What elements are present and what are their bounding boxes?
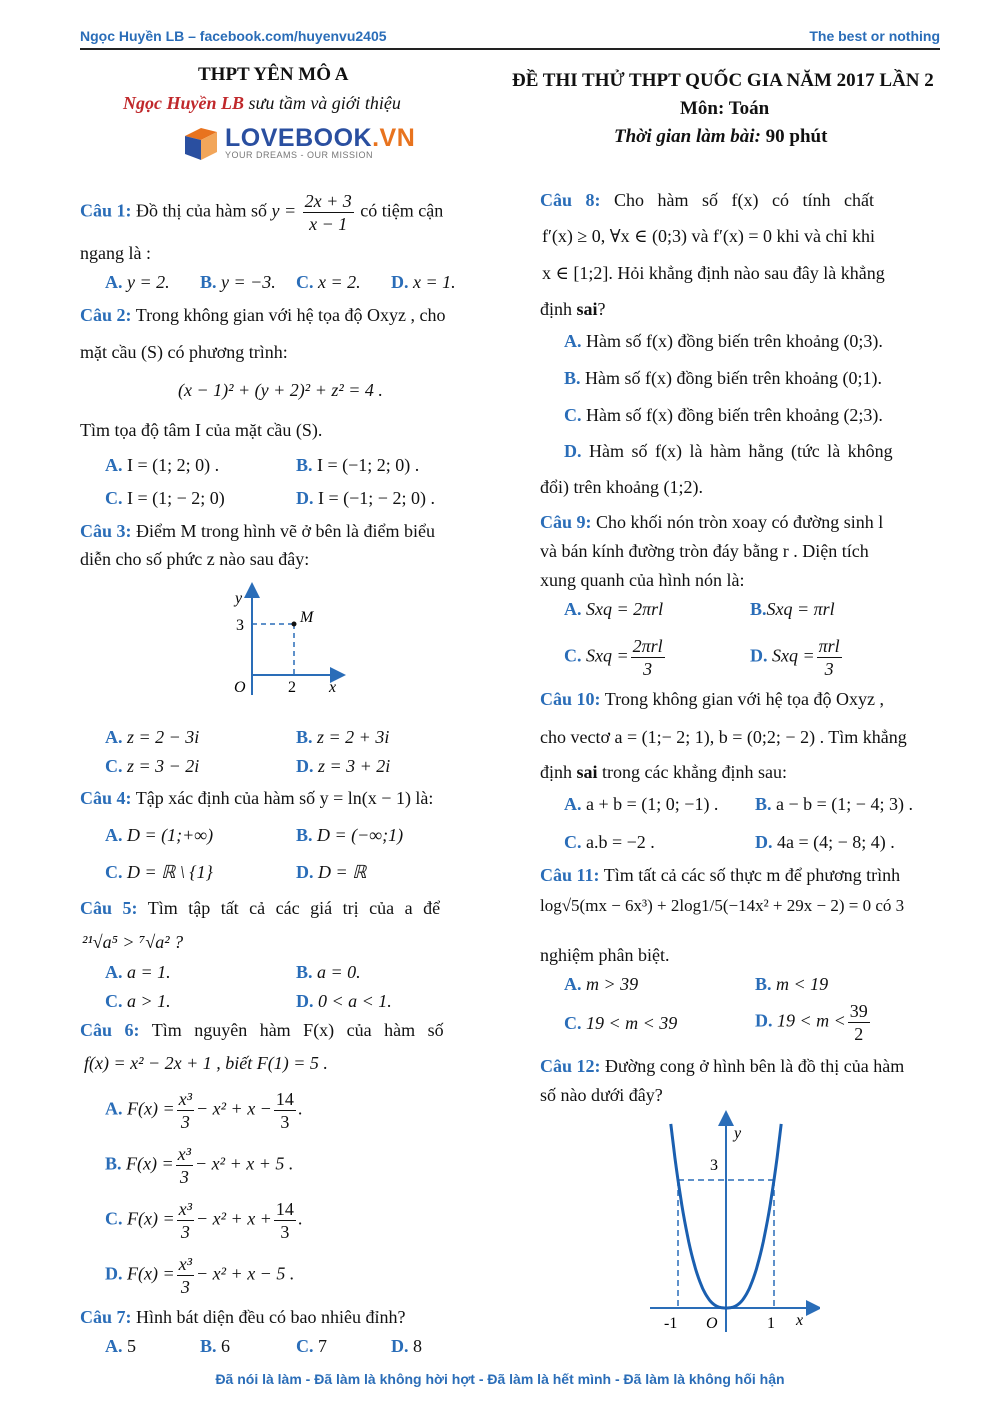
- q12-line2: số nào dưới đây?: [540, 1085, 663, 1105]
- q8-opt-c: [564, 405, 883, 426]
- q2-a-key: A.: [105, 455, 123, 475]
- q9-d-key: D.: [750, 645, 768, 666]
- q9-line1: Cho khối nón tròn xoay có đường sinh l: [596, 512, 884, 532]
- q9-d-pre: Sxq =: [772, 645, 815, 666]
- q4-d-val: D = ℝ: [318, 862, 367, 882]
- q11-d-frac: [848, 1000, 870, 1045]
- q12-label: Câu 12:: [540, 1056, 601, 1076]
- q10-c-key: C.: [564, 832, 582, 852]
- q11-d-den: 2: [854, 1024, 864, 1044]
- q10-a-key: A.: [564, 794, 582, 814]
- q6-c-num2: 14: [275, 1199, 294, 1219]
- q2-line4: Tìm tọa độ tâm I của mặt cầu (S).: [80, 420, 323, 440]
- q11-b-key: B.: [755, 974, 772, 994]
- q9-d-den: 3: [824, 659, 834, 679]
- q6-a-num: x³: [178, 1089, 193, 1109]
- q6-a-num2: 14: [275, 1089, 294, 1109]
- q6-d-den: 3: [180, 1277, 190, 1297]
- q7-label: Câu 7:: [80, 1307, 132, 1327]
- q2-b-key: B.: [296, 455, 313, 475]
- q2-a-val: I = (1; 2; 0) .: [127, 455, 220, 475]
- q3-c-val: z = 3 − 2i: [127, 756, 200, 776]
- q10-c-val: a.b = −2 .: [586, 832, 655, 852]
- q4-b-val: D = (−∞;1): [317, 825, 404, 845]
- q3-c-key: C.: [105, 756, 123, 776]
- q3-label: Câu 3:: [80, 521, 132, 541]
- q3-opt-d: [296, 756, 390, 777]
- q10-opt-b: [755, 794, 913, 815]
- q8-opt-d: [564, 441, 893, 462]
- lovebook-logo: [183, 124, 416, 166]
- q10-b-val: a − b = (1; − 4; 3) .: [776, 794, 913, 814]
- x-label: x: [796, 1312, 804, 1329]
- q6-d-pre: F(x) =: [127, 1263, 175, 1284]
- header-left: Ngọc Huyền LB – facebook.com/huyenvu2405: [80, 28, 387, 44]
- question-11: [540, 865, 900, 886]
- q10-line3: [540, 762, 787, 783]
- question-7: [80, 1307, 405, 1328]
- q1-num: 2x + 3: [304, 191, 352, 211]
- q4-label: Câu 4:: [80, 788, 132, 808]
- q8-b-val: Hàm số f(x) đồng biến trên khoảng (0;1).: [585, 368, 882, 388]
- school-name: THPT YÊN MÔ A: [198, 64, 349, 85]
- y-label: y: [734, 1125, 742, 1142]
- q4-a-key: A.: [105, 825, 123, 845]
- q1-label: Câu 1:: [80, 200, 132, 221]
- q2-opt-a: [105, 455, 219, 476]
- q7-b-val: 6: [221, 1336, 231, 1356]
- q6-a-frac: [177, 1088, 194, 1133]
- q9-line2: và bán kính đường tròn đáy bằng r . Diện tích: [540, 541, 869, 561]
- q8-d-val: Hàm số f(x) là hàm hằng (tức là không: [589, 441, 893, 461]
- q3-a-key: A.: [105, 727, 123, 747]
- q6-b-post: − x² + x + 5 .: [195, 1153, 294, 1174]
- q1-den: x − 1: [309, 214, 348, 234]
- question-5: [80, 898, 440, 919]
- q5-a-val: a = 1.: [127, 962, 171, 982]
- q11-a-val: m > 39: [586, 974, 639, 994]
- q10-d-val: 4a = (4; − 8; 4) .: [777, 832, 895, 852]
- q4-d-key: D.: [296, 862, 314, 882]
- q3-opt-b: [296, 727, 389, 748]
- question-10: [540, 689, 884, 710]
- q6-a-key: A.: [105, 1098, 123, 1119]
- q10-sai: sai: [576, 762, 598, 782]
- q10-l3a: định: [540, 762, 573, 782]
- q1-a-key: A.: [105, 272, 123, 292]
- q10-b-key: B.: [755, 794, 772, 814]
- q6-b-key: B.: [105, 1153, 122, 1174]
- q11-d-num: 39: [849, 1001, 868, 1021]
- q5-opt-b: [296, 962, 361, 983]
- q9-c-num: 2πrl: [632, 636, 663, 656]
- q1-fraction: [303, 190, 354, 235]
- q3-b-val: z = 2 + 3i: [317, 727, 390, 747]
- q10-line1: Trong không gian với hệ tọa độ Oxyz ,: [604, 689, 885, 709]
- origin-label: O: [234, 679, 246, 696]
- q4-opt-b: [296, 825, 403, 846]
- q9-b-key: B.: [750, 599, 767, 619]
- question-2: [80, 305, 446, 326]
- q6-a-den: 3: [180, 1112, 190, 1132]
- q9-opt-d: [750, 635, 844, 680]
- q6-b-num: x³: [177, 1144, 192, 1164]
- q2-equation: (x − 1)² + (y + 2)² + z² = 4 .: [178, 380, 383, 400]
- q11-opt-d: [755, 1000, 872, 1045]
- q6-opt-b: [105, 1143, 293, 1188]
- q8-opt-a: [564, 331, 883, 352]
- q8-b-key: B.: [564, 368, 581, 388]
- q11-opt-a: [564, 974, 638, 995]
- q11-line2: log√5(mx − 6x³) + 2log1/5(−14x² + 29x − 2) = 0 có 3: [540, 896, 905, 915]
- presenter: [123, 93, 401, 114]
- q6-line2: f(x) = x² − 2x + 1 , biết F(1) = 5 .: [84, 1053, 328, 1073]
- q6-c-post: − x² + x +: [196, 1208, 272, 1229]
- q2-opt-c: [105, 488, 225, 509]
- question-8: [540, 190, 874, 211]
- q8-line3: x ∈ [1;2]. Hỏi khẳng định nào sau đây là khẳng: [542, 263, 885, 283]
- page-header: [80, 28, 940, 48]
- q1-opt-d: [391, 272, 456, 293]
- tick-minus-1: -1: [664, 1315, 678, 1332]
- q4-c-val: D = ℝ \ {1}: [127, 862, 213, 882]
- y-label: y: [235, 590, 243, 607]
- q7-c-key: C.: [296, 1336, 314, 1356]
- q8-line4: [540, 299, 606, 320]
- q5-b-key: B.: [296, 962, 313, 982]
- q8-sai: sai: [576, 299, 598, 319]
- q2-c-key: C.: [105, 488, 123, 508]
- q7-opt-c: [296, 1336, 327, 1357]
- q1-c-val: x = 2.: [318, 272, 361, 292]
- tick-1: 1: [767, 1315, 775, 1332]
- q2-label: Câu 2:: [80, 305, 132, 325]
- q6-text: Tìm nguyên hàm F(x) của hàm số: [151, 1020, 444, 1040]
- q6-label: Câu 6:: [80, 1020, 140, 1040]
- question-12: [540, 1056, 904, 1077]
- q6-c-key: C.: [105, 1208, 123, 1229]
- q12-graph: [650, 1110, 820, 1335]
- q1-opt-b: [200, 272, 276, 293]
- q6-b-frac: [176, 1143, 193, 1188]
- q9-a-key: A.: [564, 599, 582, 619]
- q7-text: Hình bát diện đều có bao nhiêu đỉnh?: [136, 1307, 406, 1327]
- q8-d-key: D.: [564, 441, 582, 461]
- q1-a-val: y = 2.: [127, 272, 170, 292]
- q6-c-pre: F(x) =: [127, 1208, 175, 1229]
- q1-b-val: y = −3.: [221, 272, 276, 292]
- q8-line1: Cho hàm số f(x) có tính chất: [614, 190, 874, 210]
- q4-c-key: C.: [105, 862, 123, 882]
- q8-c-val: Hàm số f(x) đồng biến trên khoảng (2;3).: [586, 405, 883, 425]
- q6-d-frac: [177, 1253, 194, 1298]
- q9-opt-c: [564, 635, 667, 680]
- q2-d-val: I = (−1; − 2; 0) .: [318, 488, 435, 508]
- book-icon: [183, 126, 219, 162]
- q9-c-key: C.: [564, 645, 582, 666]
- q10-d-key: D.: [755, 832, 773, 852]
- q7-d-val: 8: [413, 1336, 422, 1356]
- q3-d-key: D.: [296, 756, 314, 776]
- q6-a-pre: F(x) =: [127, 1098, 175, 1119]
- q1-d-val: x = 1.: [413, 272, 456, 292]
- q1-d-key: D.: [391, 272, 409, 292]
- q8-a-key: A.: [564, 331, 582, 351]
- q11-b-val: m < 19: [776, 974, 829, 994]
- q7-d-key: D.: [391, 1336, 409, 1356]
- q5-expr: ²¹√a⁵ > ⁷√a² ?: [82, 932, 184, 952]
- q2-b-val: I = (−1; 2; 0) .: [317, 455, 420, 475]
- q1-cont: ngang là :: [80, 243, 151, 263]
- q8-c-key: C.: [564, 405, 582, 425]
- q6-c-num: x³: [178, 1199, 193, 1219]
- q7-a-key: A.: [105, 1336, 123, 1356]
- q9-a-val: Sxq = 2πrl: [586, 599, 664, 619]
- q9-d-frac: [817, 635, 842, 680]
- q11-opt-b: [755, 974, 828, 995]
- origin-label: O: [706, 1315, 718, 1332]
- q1-tail: có tiệm cận: [360, 200, 444, 221]
- q2-c-val: I = (1; − 2; 0): [127, 488, 225, 508]
- q1-fn: y =: [271, 200, 297, 221]
- q2-line2: mặt cầu (S) có phương trình:: [80, 342, 288, 362]
- q9-c-frac: [631, 635, 665, 680]
- q6-opt-a: [105, 1088, 302, 1133]
- q10-line2: cho vectơ a = (1;− 2; 1), b = (0;2; − 2) . Tìm khẳng: [540, 727, 907, 747]
- m-label: M: [300, 609, 314, 626]
- q10-a-val: a + b = (1; 0; −1) .: [586, 794, 719, 814]
- q5-a-key: A.: [105, 962, 123, 982]
- q11-d-pre: 19 < m <: [777, 1010, 846, 1031]
- q5-b-val: a = 0.: [317, 962, 361, 982]
- q2-opt-d: [296, 488, 435, 509]
- q6-c-den2: 3: [280, 1222, 290, 1242]
- q5-text: Tìm tập tất cả các giá trị của a để: [147, 898, 441, 918]
- q5-label: Câu 5:: [80, 898, 138, 918]
- q6-b-pre: F(x) =: [126, 1153, 174, 1174]
- q8-l4a: định: [540, 299, 573, 319]
- q2-d-key: D.: [296, 488, 314, 508]
- q4-opt-c: [105, 862, 213, 883]
- q11-label: Câu 11:: [540, 865, 600, 885]
- q6-d-num: x³: [178, 1254, 193, 1274]
- question-3: [80, 521, 435, 542]
- question-1: [80, 190, 443, 235]
- q3-text: Điểm M trong hình vẽ ở bên là điểm biểu: [136, 521, 435, 541]
- q6-a-end: .: [297, 1098, 303, 1119]
- q8-a-val: Hàm số f(x) đồng biến trên khoảng (0;3).: [586, 331, 883, 351]
- q4-opt-a: [105, 825, 213, 846]
- q1-text: Đồ thị của hàm số: [136, 200, 267, 221]
- tick-3: 3: [710, 1157, 718, 1174]
- logo-suffix: .VN: [372, 124, 416, 152]
- q9-c-pre: Sxq =: [586, 645, 629, 666]
- q1-opt-a: [105, 272, 170, 293]
- point-m: [292, 622, 297, 627]
- q5-opt-a: [105, 962, 171, 983]
- q9-c-den: 3: [643, 659, 653, 679]
- q4-a-val: D = (1;+∞): [127, 825, 214, 845]
- exam-time: [614, 126, 827, 148]
- q11-c-key: C.: [564, 1013, 582, 1033]
- q11-line1: Tìm tất cả các số thực m để phương trình: [603, 865, 901, 885]
- presenter-text: sưu tầm và giới thiệu: [248, 93, 401, 113]
- q7-a-val: 5: [127, 1336, 136, 1356]
- q9-label: Câu 9:: [540, 512, 592, 532]
- q7-opt-d: [391, 1336, 422, 1357]
- q11-a-key: A.: [564, 974, 582, 994]
- q10-l3c: trong các khẳng định sau:: [602, 762, 787, 782]
- q5-d-key: D.: [296, 991, 314, 1011]
- q6-c-end: .: [297, 1208, 303, 1229]
- q1-b-key: B.: [200, 272, 217, 292]
- logo-name: LOVEBOOK: [225, 124, 373, 152]
- q12-line1: Đường cong ở hình bên là đồ thị của hàm: [605, 1056, 905, 1076]
- q5-c-key: C.: [105, 991, 123, 1011]
- x-label: x: [329, 679, 337, 696]
- q7-opt-b: [200, 1336, 230, 1357]
- question-4: [80, 788, 433, 809]
- time-value: 90 phút: [765, 126, 828, 147]
- q9-opt-a: [564, 599, 663, 620]
- q5-opt-c: [105, 991, 171, 1012]
- q11-opt-c: [564, 1013, 677, 1034]
- q8-l4c: ?: [597, 299, 606, 319]
- q6-b-den: 3: [179, 1167, 189, 1187]
- page-footer: Đã nói là làm - Đã làm là không hời hợt - Đã làm là hết mình - Đã làm là không hối hận: [215, 1371, 785, 1387]
- time-label: Thời gian làm bài:: [614, 126, 761, 147]
- q4-text: Tập xác định của hàm số y = ln(x − 1) là:: [135, 788, 434, 808]
- q7-opt-a: [105, 1336, 136, 1357]
- q7-b-key: B.: [200, 1336, 217, 1356]
- q9-d-num: πrl: [818, 636, 840, 656]
- header-divider: [80, 48, 940, 50]
- exam-subject: Môn: Toán: [680, 98, 770, 119]
- header-right: The best or nothing: [809, 28, 940, 44]
- q11-c-val: 19 < m < 39: [586, 1013, 678, 1033]
- q7-c-val: 7: [318, 1336, 327, 1356]
- q8-line2: f′(x) ≥ 0, ∀x ∈ (0;3) và f′(x) = 0 khi và chỉ khi: [542, 226, 876, 246]
- tick-2: 2: [288, 679, 296, 696]
- q3-opt-a: [105, 727, 199, 748]
- q10-opt-c: [564, 832, 655, 853]
- q4-opt-d: [296, 862, 366, 883]
- q6-c-frac2: [274, 1198, 296, 1243]
- q6-opt-c: [105, 1198, 302, 1243]
- q3-opt-c: [105, 756, 199, 777]
- q10-label: Câu 10:: [540, 689, 601, 709]
- exam-title: ĐỀ THI THỬ THPT QUỐC GIA NĂM 2017 LẦN 2: [512, 70, 934, 91]
- q11-line3: nghiệm phân biệt.: [540, 945, 670, 965]
- presenter-name: Ngọc Huyền LB: [123, 93, 244, 113]
- q8-opt-b: [564, 368, 882, 389]
- q9-b-val: Sxq = πrl: [766, 599, 835, 619]
- q6-opt-d: [105, 1253, 294, 1298]
- q3-graph: [220, 580, 360, 700]
- q6-a-den2: 3: [280, 1112, 290, 1132]
- q2-opt-b: [296, 455, 419, 476]
- q3-b-key: B.: [296, 727, 313, 747]
- q4-b-key: B.: [296, 825, 313, 845]
- q3-a-val: z = 2 − 3i: [127, 727, 200, 747]
- q6-c-frac: [177, 1198, 194, 1243]
- q6-d-post: − x² + x − 5 .: [196, 1263, 295, 1284]
- q5-d-val: 0 < a < 1.: [318, 991, 392, 1011]
- logo-text: [225, 124, 415, 153]
- q6-a-frac2: [274, 1088, 296, 1133]
- q3-line2: diễn cho số phức z nào sau đây:: [80, 549, 310, 569]
- q8-label: Câu 8:: [540, 190, 601, 210]
- q3-d-val: z = 3 + 2i: [318, 756, 391, 776]
- q5-opt-d: [296, 991, 392, 1012]
- logo-slogan: YOUR DREAMS - OUR MISSION: [225, 150, 374, 160]
- q6-a-post: − x² + x −: [196, 1098, 272, 1119]
- q1-c-key: C.: [296, 272, 314, 292]
- question-9: [540, 512, 883, 533]
- q10-opt-a: [564, 794, 718, 815]
- tick-3: 3: [236, 617, 244, 634]
- question-6: [80, 1020, 444, 1041]
- q5-c-val: a > 1.: [127, 991, 171, 1011]
- q11-d-key: D.: [755, 1010, 773, 1031]
- q9-opt-b: [750, 599, 835, 620]
- q8-opt-d-cont: đổi) trên khoảng (1;2).: [540, 477, 703, 497]
- q10-opt-d: [755, 832, 895, 853]
- q9-line3: xung quanh của hình nón là:: [540, 570, 745, 590]
- q2-text: Trong không gian với hệ tọa độ Oxyz , cho: [135, 305, 446, 325]
- q1-opt-c: [296, 272, 361, 293]
- q6-c-den: 3: [180, 1222, 190, 1242]
- q6-d-key: D.: [105, 1263, 123, 1284]
